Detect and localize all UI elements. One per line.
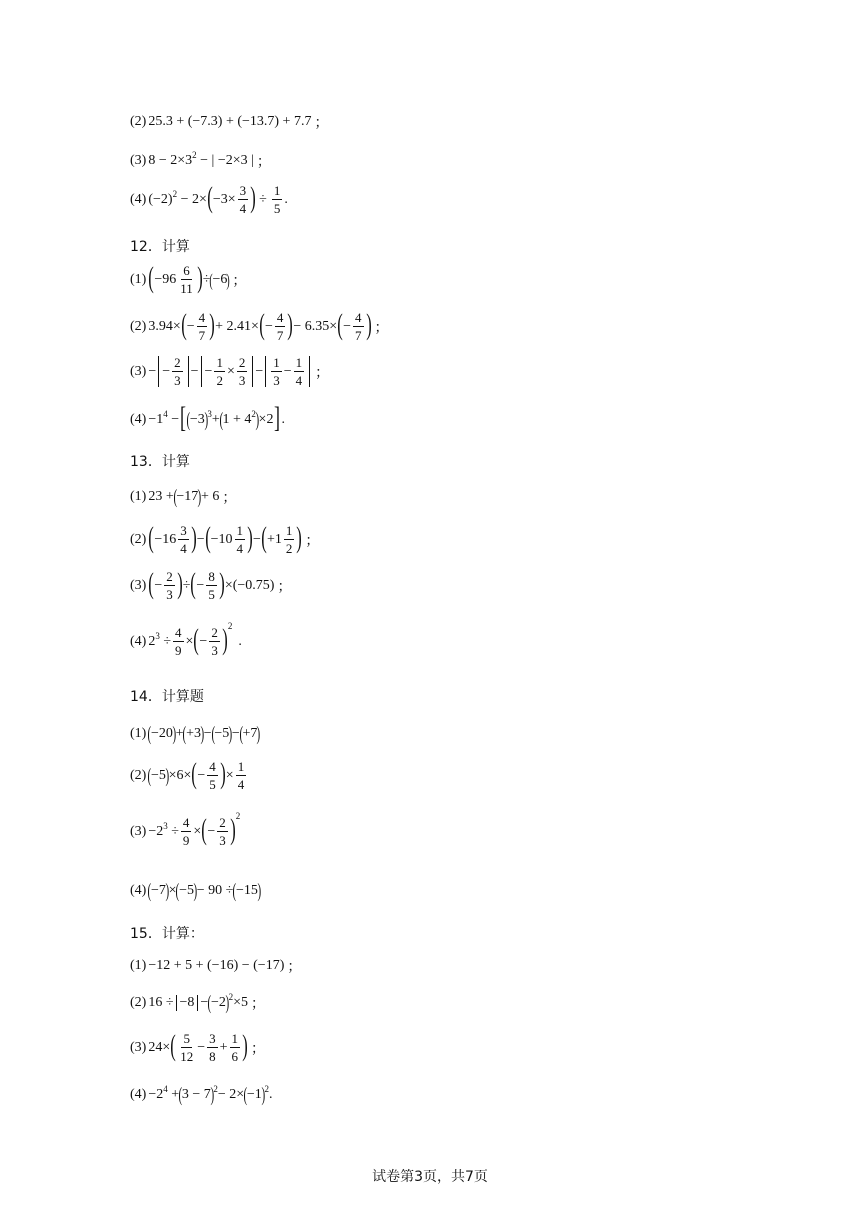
p11-item4: (4) $(-2)^2 - 2\times$ ( −3× $\frac{3}{4}$ ) ÷ $\frac{1}{5}$ . <box>130 180 288 216</box>
p13-item1: (1) 23 + ( −17 ) + 6 ； <box>130 486 237 508</box>
p15-item4: (4) $-2^4$ + ( 3 − 7 ) $^2$ − 2× ( −1 ) $^2$ . <box>130 1084 273 1106</box>
p13-item2: (2) ( −16 $\frac{3}{4}$ ) − ( −10 $\frac{1}{4}$ ) − ( +1 $\frac{1}{2}$ ) ； <box>130 520 320 556</box>
p14-title: 14．计算题 <box>130 689 204 705</box>
p12-item4: (4) $-1^4$ − [ ( −3 ) $^3$ + ( $1 + 4^2$ ) ×2 ] . <box>130 401 285 434</box>
page-footer: 试卷第3页，共7页 <box>372 1169 488 1185</box>
p14-item4: (4) ( −7 ) × ( −5 ) − 90 ÷ ( −15 ) <box>130 880 262 902</box>
p15-item1: (1) −12 + 5 + (−16) − (−17) ； <box>130 958 302 975</box>
p11-item3: (3) $8 - 2\times 3^2$ − | −2×3 | ； <box>130 150 271 170</box>
p12-item2: (2) 3.94× ( − $\frac{4}{7}$ ) + 2.41× ( − $\frac{4}{7}$ ) − 6.35× ( − $\frac{4}{7}$ ) ； <box>130 307 389 343</box>
p13-title: 13．计算 <box>130 454 190 470</box>
p15-item3: (3) 24× ( $\frac{5}{12}$ − $\frac{3}{8}$ + $\frac{1}{6}$ ) ； <box>130 1028 266 1064</box>
p14-item3: (3) $-2^3$ ÷ $\frac{4}{9}$ × ( − $\frac{2}{3}$ ) 2 <box>130 810 241 848</box>
p12-title: 12．计算 <box>130 239 190 255</box>
p12-item1: (1) ( −96 $\frac{6}{11}$ ) ÷ ( −6 ) ； <box>130 260 247 296</box>
p13-item4: (4) $2^3$ ÷ $\frac{4}{9}$ × ( − $\frac{2}{3}$ ) 2 . <box>130 620 242 658</box>
p15-title: 15．计算： <box>130 926 204 942</box>
p13-item3: (3) ( − $\frac{2}{3}$ ) ÷ ( − $\frac{8}{5}$ ) ×(−0.75) ； <box>130 566 292 602</box>
p11-item2: (2) 25.3 + (−7.3) + (−13.7) + 7.7 ； <box>130 114 329 131</box>
p12-item3: (3) − − $\frac{2}{3}$ − − $\frac{1}{2}$ × $\frac{2}{3}$ − $\frac{1}{3}$ − $\frac{1}{4}$ ； <box>130 355 330 388</box>
p15-item2: (2) 16 ÷ −8 − ( −2 ) $^2$ ×5 ； <box>130 992 265 1014</box>
p14-item2: (2) ( −5 ) ×6× ( − $\frac{4}{5}$ ) × $\frac{1}{4}$ <box>130 756 245 792</box>
p14-item1: (1) ( −20 ) + ( +3 ) − ( −5 ) − ( +7 ) <box>130 723 261 745</box>
